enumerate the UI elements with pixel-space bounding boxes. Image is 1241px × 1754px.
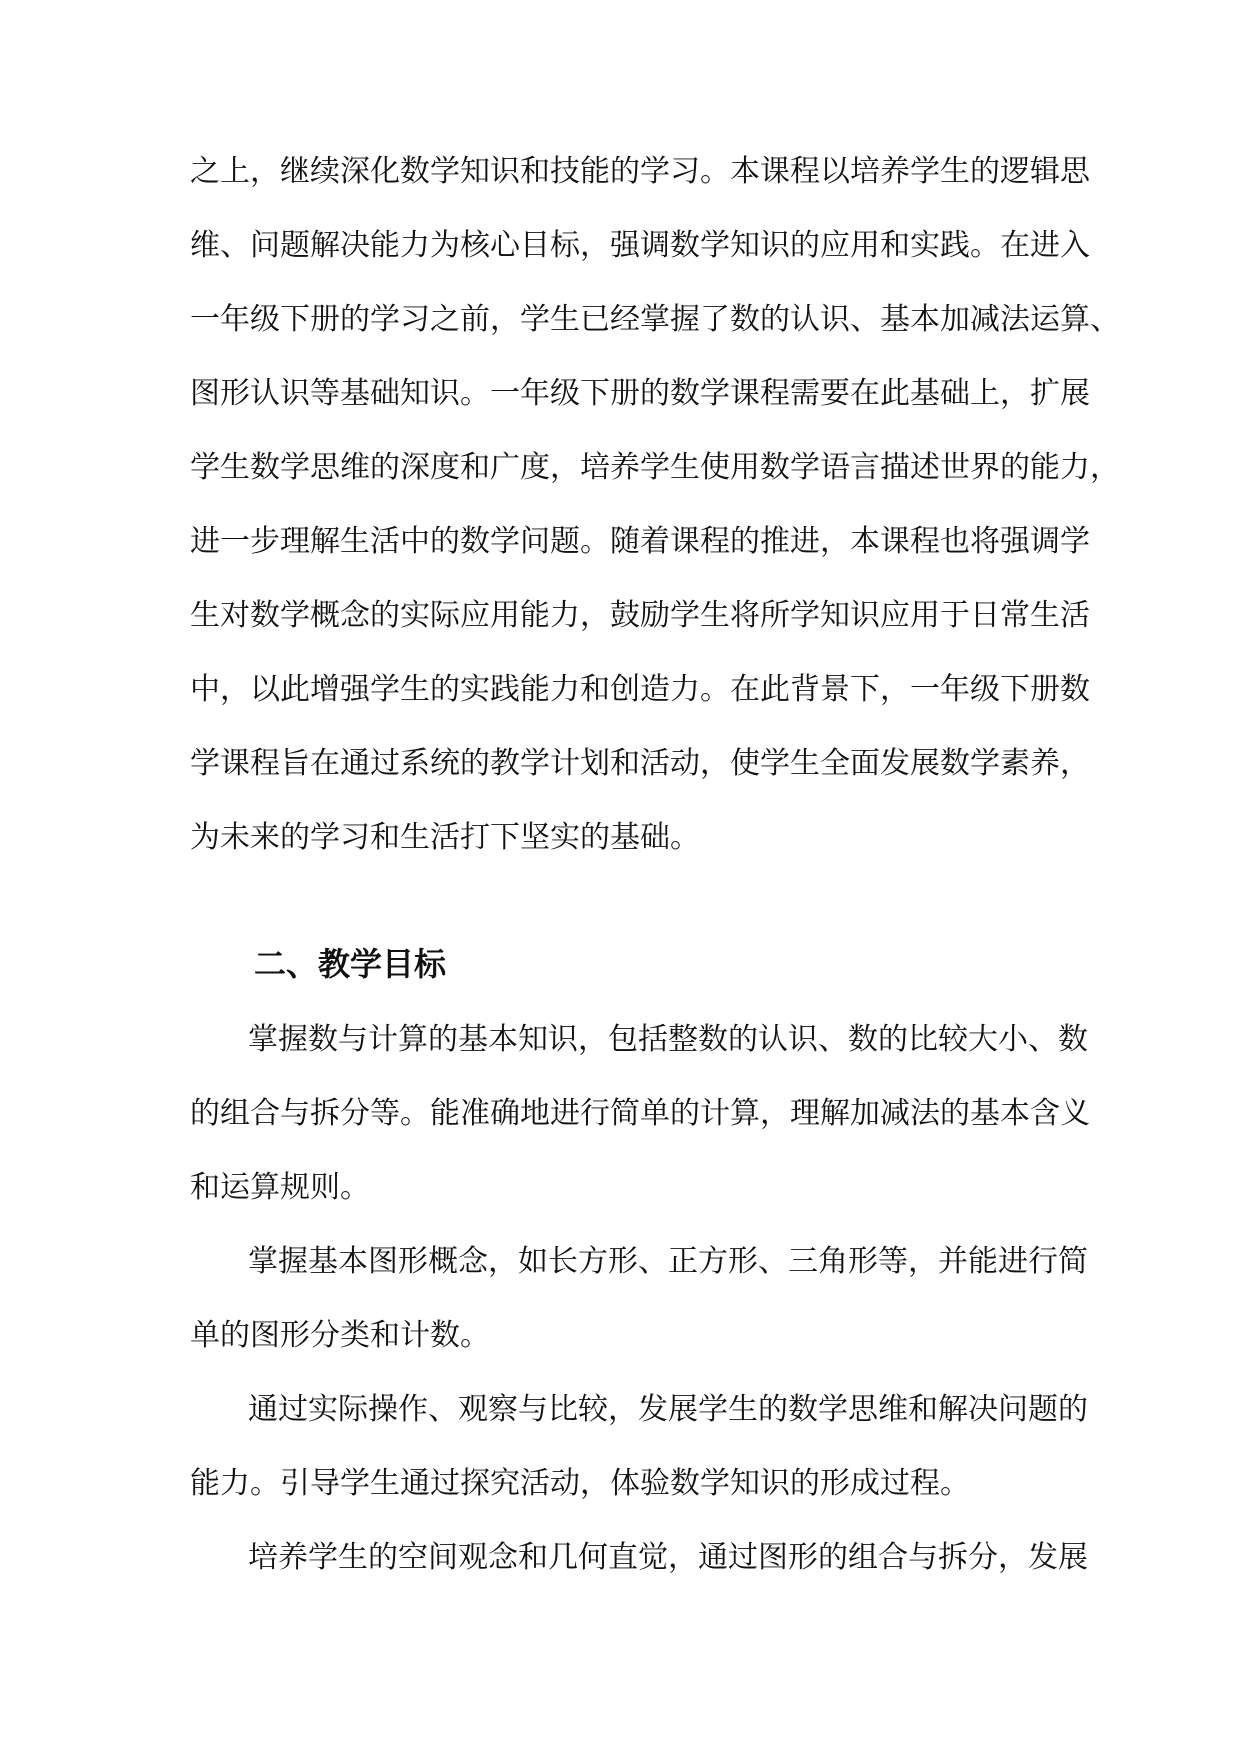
paragraph-line: 和运算规则。 bbox=[190, 1170, 370, 1205]
paragraph-line: 单的图形分类和计数。 bbox=[190, 1318, 490, 1353]
paragraph-line: 图形认识等基础知识。一年级下册的数学课程需要在此基础上，扩展 bbox=[190, 376, 1090, 411]
paragraph-line: 能力。引导学生通过探究活动，体验数学知识的形成过程。 bbox=[190, 1466, 970, 1501]
paragraph-line: 掌握数与计算的基本知识，包括整数的认识、数的比较大小、数 bbox=[248, 1022, 1088, 1057]
paragraph-line: 通过实际操作、观察与比较，发展学生的数学思维和解决问题的 bbox=[248, 1392, 1088, 1427]
paragraph-line: 一年级下册的学习之前，学生已经掌握了数的认识、基本加减法运算、 bbox=[190, 302, 1120, 337]
paragraph-line: 的组合与拆分等。能准确地进行简单的计算，理解加减法的基本含义 bbox=[190, 1096, 1090, 1131]
paragraph-line: 学生数学思维的深度和广度，培养学生使用数学语言描述世界的能力， bbox=[190, 450, 1120, 485]
paragraph-line: 学课程旨在通过系统的教学计划和活动，使学生全面发展数学素养， bbox=[190, 746, 1090, 781]
section-heading: 二、教学目标 bbox=[254, 945, 447, 983]
paragraph-line: 为未来的学习和生活打下坚实的基础。 bbox=[190, 820, 700, 855]
paragraph-line: 维、问题解决能力为核心目标，强调数学知识的应用和实践。在进入 bbox=[190, 228, 1090, 263]
paragraph-line: 中，以此增强学生的实践能力和创造力。在此背景下，一年级下册数 bbox=[190, 672, 1090, 707]
paragraph-line: 生对数学概念的实际应用能力，鼓励学生将所学知识应用于日常生活 bbox=[190, 598, 1090, 633]
paragraph-line: 进一步理解生活中的数学问题。随着课程的推进，本课程也将强调学 bbox=[190, 524, 1090, 559]
paragraph-line: 之上，继续深化数学知识和技能的学习。本课程以培养学生的逻辑思 bbox=[190, 154, 1090, 189]
paragraph-line: 培养学生的空间观念和几何直觉，通过图形的组合与拆分，发展 bbox=[248, 1540, 1088, 1575]
paragraph-line: 掌握基本图形概念，如长方形、正方形、三角形等，并能进行简 bbox=[248, 1244, 1088, 1279]
